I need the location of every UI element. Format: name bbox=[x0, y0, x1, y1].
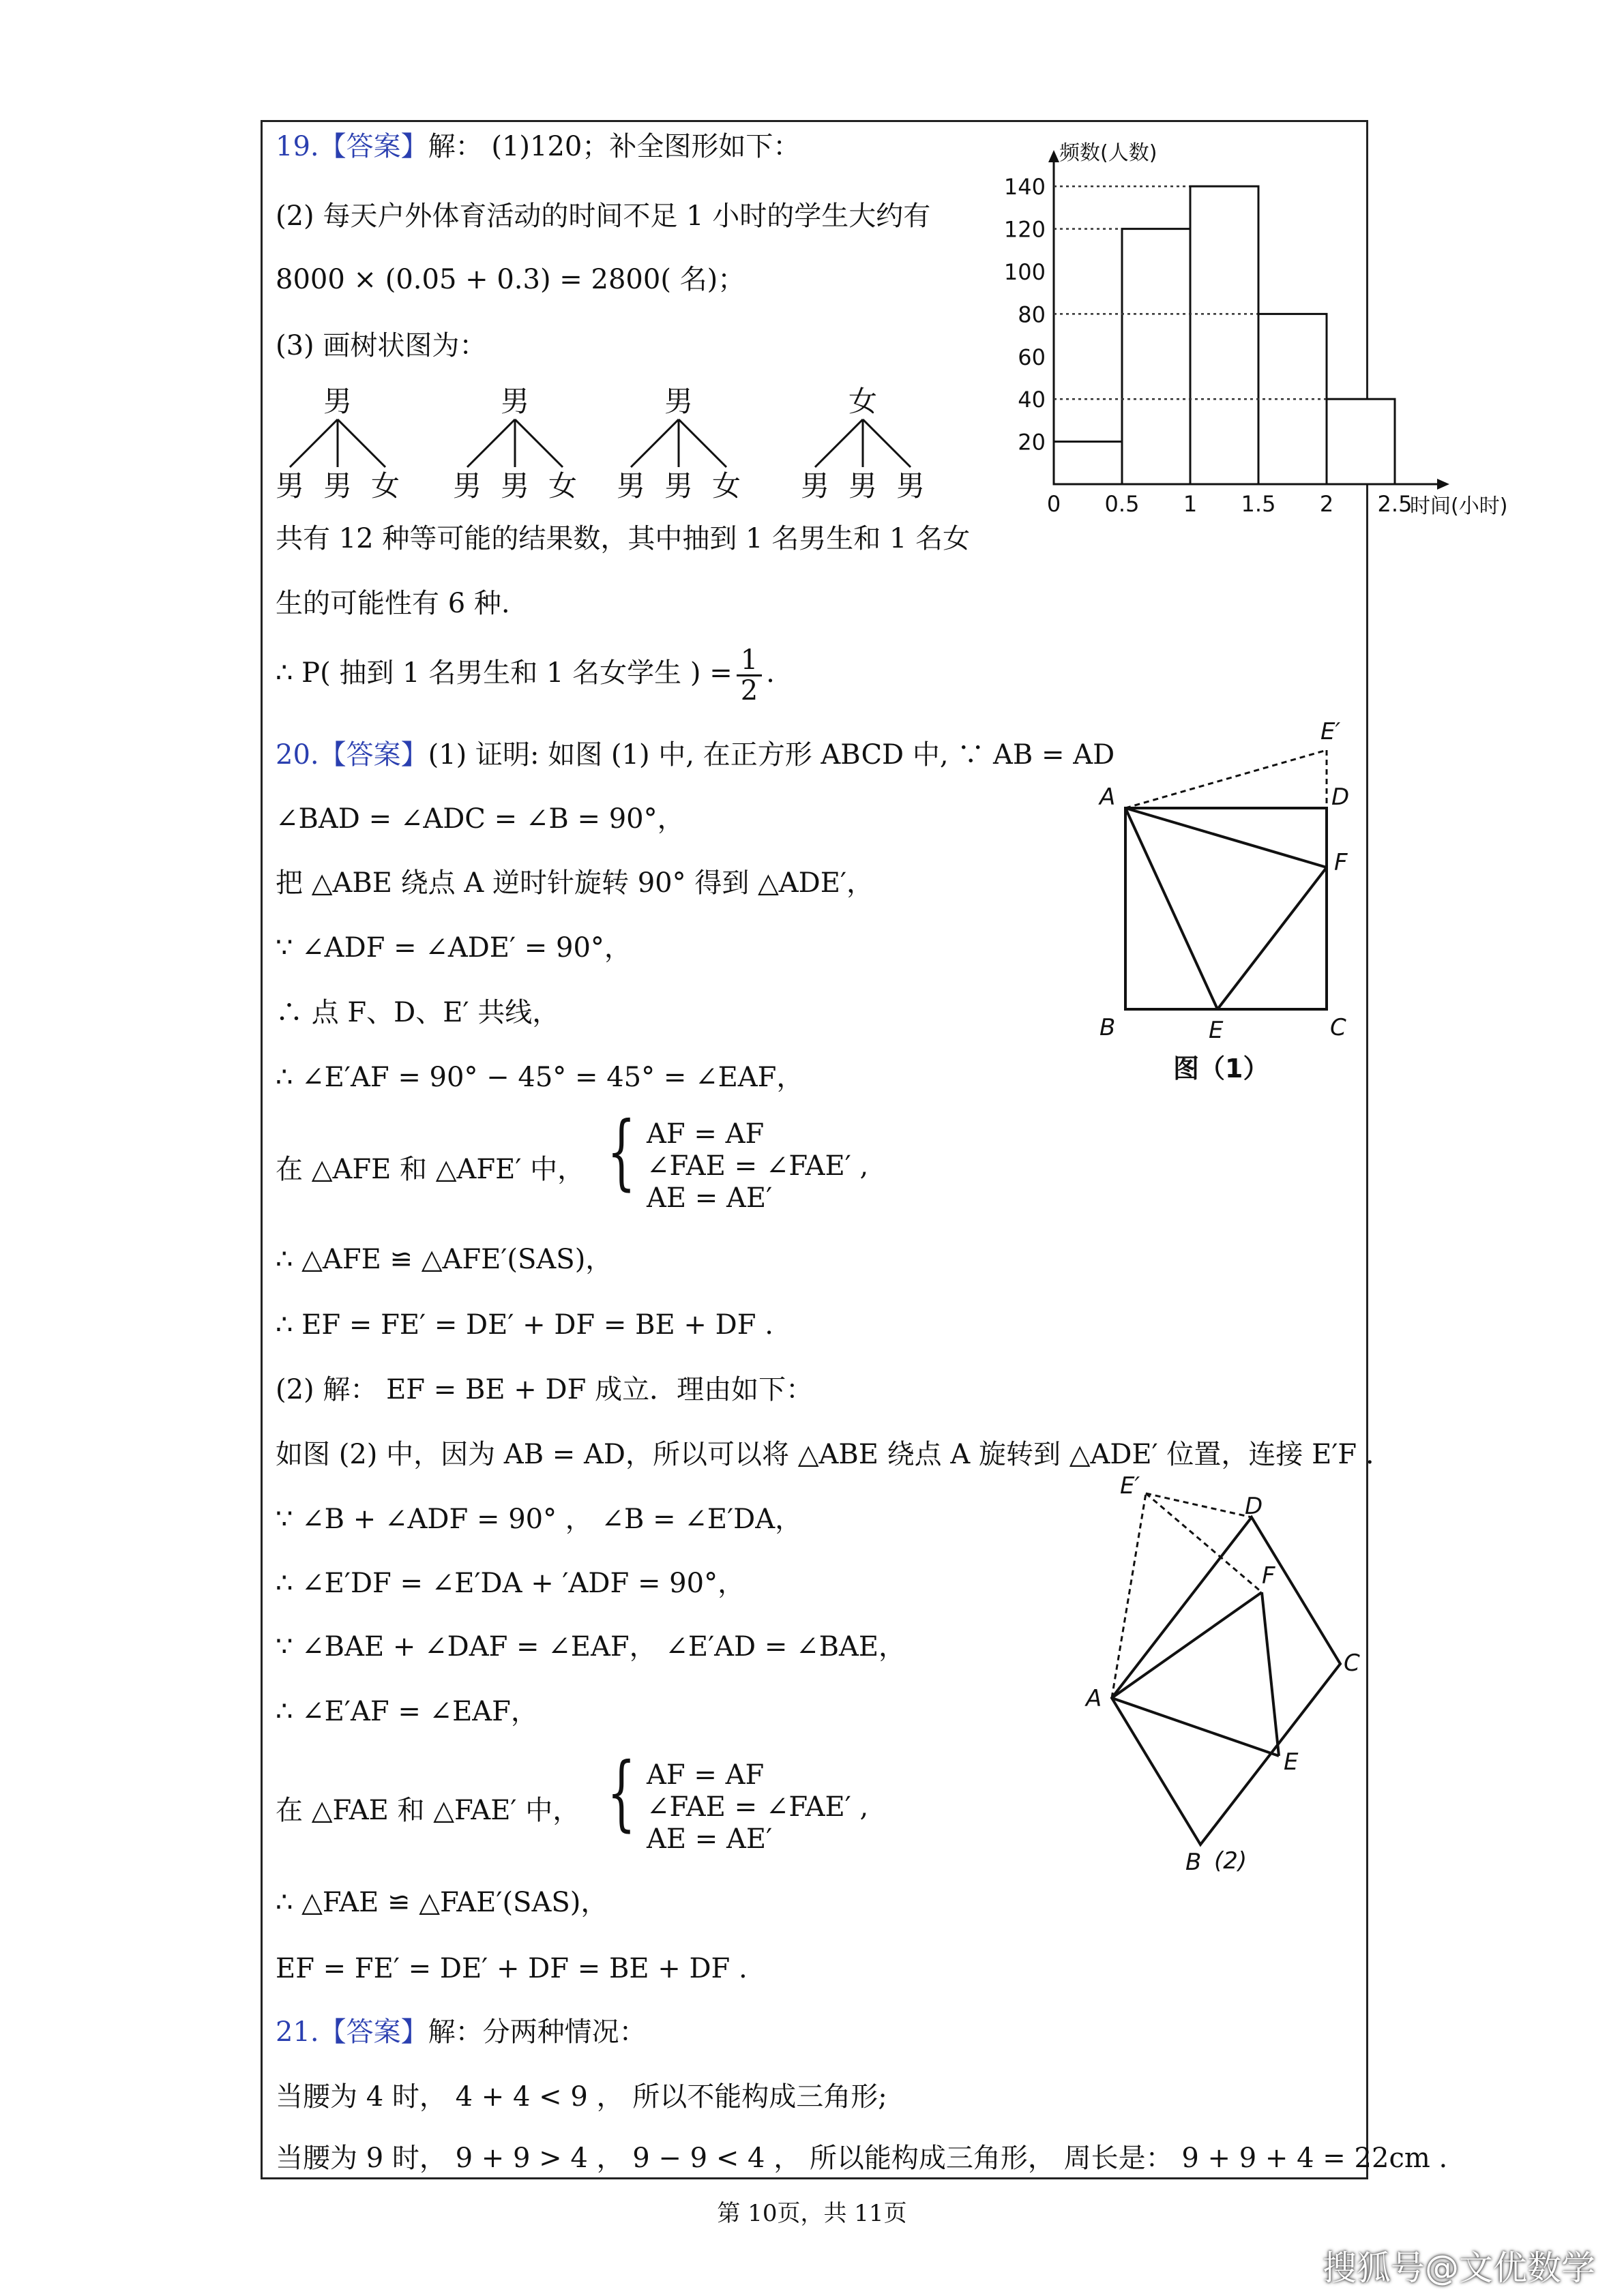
q21-line-2: 当腰为 4 时， 4 + 4 < 9 ， 所以不能构成三角形; bbox=[276, 2081, 887, 2113]
fig1-caption: 图（1） bbox=[1173, 1054, 1269, 1084]
fig2-label-E-prime: E′ bbox=[1120, 1472, 1140, 1500]
q20-line-4: ∵ ∠ADF = ∠ADE′ = 90°， bbox=[276, 932, 632, 964]
probability-period: . bbox=[766, 657, 775, 689]
fig2-line-AF bbox=[1112, 1592, 1262, 1698]
system1-eq-3: AE = AE′ bbox=[647, 1182, 773, 1214]
fig1-line-AF bbox=[1125, 808, 1327, 867]
y-axis-label: 频数(人数) bbox=[1059, 141, 1157, 165]
q21-line-3: 当腰为 9 时， 9 + 9 > 4 ， 9 − 9 < 4 ， 所以能构成三角形， 周长是： 9 + 9 + 4 = 22cm . bbox=[276, 2143, 1448, 2174]
q20-line-5: ∴ 点 F、D、E′ 共线， bbox=[276, 997, 560, 1028]
y-tick-label: 60 bbox=[1018, 344, 1046, 370]
y-tick-label: 80 bbox=[1018, 301, 1046, 328]
fig2-square bbox=[1112, 1517, 1340, 1845]
fig2-dashed-AE2 bbox=[1112, 1493, 1146, 1698]
system1-eq-1: AF = AF bbox=[647, 1118, 765, 1150]
figure-1 bbox=[1084, 709, 1371, 1105]
q19-line-2: (2) 每天户外体育活动的时间不足 1 小时的学生大约有 bbox=[276, 200, 931, 232]
fig2-label-D: D bbox=[1245, 1493, 1263, 1520]
fig2-dashed-E2D bbox=[1146, 1493, 1252, 1517]
q21-number: 21. bbox=[276, 2016, 319, 2048]
tree-leaf: 男 bbox=[664, 469, 694, 503]
fig2-label-A: A bbox=[1086, 1685, 1102, 1712]
fig2-label-C: C bbox=[1344, 1650, 1360, 1677]
x-tick-label: 0.5 bbox=[1104, 491, 1140, 517]
q20-line-15: ∴ △FAE ≌ △FAE′(SAS)， bbox=[276, 1887, 608, 1918]
fig2-label-F: F bbox=[1262, 1562, 1275, 1590]
y-tick-label: 120 bbox=[1003, 216, 1046, 243]
q20-number: 20. bbox=[276, 739, 319, 771]
tree-leaf: 男 bbox=[500, 469, 530, 503]
tree-leaf: 男 bbox=[896, 469, 926, 503]
tree-root: 女 bbox=[848, 385, 878, 418]
tree-leaf: 男 bbox=[616, 469, 646, 503]
tree-branch bbox=[679, 419, 726, 467]
fig1-line-EF bbox=[1217, 867, 1327, 1009]
q20-line-3: 把 △ABE 绕点 A 逆时针旋转 90° 得到 △ADE′， bbox=[276, 867, 874, 899]
q20-line-7: ∴ △AFE ≌ △AFE′(SAS)， bbox=[276, 1244, 613, 1275]
histogram-bar bbox=[1054, 442, 1122, 484]
system2-eq-2: ∠FAE = ∠FAE′ , bbox=[647, 1791, 869, 1823]
fig1-label-D: D bbox=[1331, 784, 1350, 811]
y-axis-arrow bbox=[1048, 150, 1059, 162]
q20-line-9: (2) 解： EF = BE + DF 成立．理由如下： bbox=[276, 1374, 814, 1405]
tree-root: 男 bbox=[664, 385, 694, 418]
q20-line-10: 如图 (2) 中，因为 AB = AD，所以可以将 △ABE 绕点 A 旋转到 △ADE′ 位置，连接 E′F . bbox=[276, 1439, 1374, 1470]
q19-line-7 bbox=[276, 644, 775, 705]
q20-line-13: ∵ ∠BAE + ∠DAF = ∠EAF， ∠E′AD = ∠BAE， bbox=[276, 1631, 906, 1663]
tree-leaf: 女 bbox=[711, 469, 741, 503]
tree-branch bbox=[290, 419, 338, 467]
tree-leaf: 男 bbox=[452, 469, 482, 503]
q19-line-1 bbox=[276, 130, 800, 164]
tree-diagram bbox=[269, 378, 951, 508]
y-tick-label: 100 bbox=[1003, 259, 1046, 285]
system2-eq-1: AF = AF bbox=[647, 1759, 765, 1791]
y-tick-label: 20 bbox=[1018, 429, 1046, 456]
probability-expression: ∴ P( 抽到 1 名男生和 1 名女学生 ) = bbox=[276, 657, 733, 689]
system2-eq-3: AE = AE′ bbox=[647, 1823, 773, 1855]
q20-line-2: ∠BAD = ∠ADC = ∠B = 90°， bbox=[276, 803, 685, 835]
tree-branch bbox=[338, 419, 385, 467]
x-tick-label: 0 bbox=[1046, 491, 1061, 517]
tree-4 bbox=[801, 385, 925, 503]
q19-line-6: 生的可能性有 6 种. bbox=[276, 588, 510, 619]
tree-leaf: 男 bbox=[848, 469, 878, 503]
page-footer: 第 10页，共 11页 bbox=[717, 2200, 907, 2227]
q20-line-16: EF = FE′ = DE′ + DF = BE + DF . bbox=[276, 1953, 748, 1984]
tree-leaf: 男 bbox=[323, 469, 353, 503]
q20-line-14: ∴ ∠E′AF = ∠EAF， bbox=[276, 1696, 538, 1727]
tree-root: 男 bbox=[500, 385, 530, 418]
q19-line-4: (3) 画树状图为： bbox=[276, 330, 487, 361]
tree-branch bbox=[815, 419, 863, 467]
q19-answer-tag: 【答案】 bbox=[319, 131, 428, 162]
q20-text-1: (1) 证明: 如图 (1) 中, 在正方形 ABCD 中, ∵ AB = AD bbox=[428, 739, 1115, 771]
probability-fraction bbox=[737, 646, 762, 705]
fig1-label-E: E bbox=[1209, 1017, 1224, 1044]
tree-1 bbox=[276, 385, 400, 503]
tree-leaf: 女 bbox=[370, 469, 400, 503]
x-tick-label: 1.5 bbox=[1241, 491, 1276, 517]
system2-brace: { bbox=[607, 1746, 636, 1840]
x-axis-label: 时间(小时) bbox=[1410, 494, 1508, 518]
fig1-label-B: B bbox=[1099, 1014, 1116, 1041]
fig1-label-C: C bbox=[1330, 1014, 1346, 1041]
system1-eq-2: ∠FAE = ∠FAE′ , bbox=[647, 1150, 869, 1182]
tree-branch bbox=[863, 419, 911, 467]
figure-2 bbox=[1071, 1466, 1371, 1875]
q20-line-6: ∴ ∠E′AF = 90° − 45° = 45° = ∠EAF， bbox=[276, 1062, 804, 1093]
tree-branch bbox=[467, 419, 515, 467]
fig2-label-E: E bbox=[1284, 1748, 1299, 1776]
histogram-bar bbox=[1190, 186, 1258, 484]
x-tick-label: 2.5 bbox=[1377, 491, 1413, 517]
y-tick-label: 140 bbox=[1003, 174, 1046, 200]
fig1-line-AE bbox=[1125, 808, 1217, 1009]
tree-branch bbox=[631, 419, 679, 467]
x-tick-label: 1 bbox=[1183, 491, 1198, 517]
fig2-label-B: B bbox=[1185, 1849, 1202, 1876]
tree-3 bbox=[617, 385, 741, 503]
q20-line-8: ∴ EF = FE′ = DE′ + DF = BE + DF . bbox=[276, 1309, 773, 1341]
q20-line-11: ∵ ∠B + ∠ADF = 90° ， ∠B = ∠E′DA， bbox=[276, 1504, 803, 1535]
tree-leaf: 男 bbox=[275, 469, 305, 503]
histogram-chart bbox=[982, 141, 1508, 532]
fraction-denominator: 2 bbox=[740, 674, 758, 706]
q20-answer-tag: 【答案】 bbox=[319, 739, 428, 771]
fig2-line-EF bbox=[1262, 1592, 1279, 1756]
q19-text-1: 解： (1)120；补全图形如下： bbox=[428, 131, 801, 162]
histogram-bar bbox=[1327, 399, 1395, 484]
fig1-dashed-AE2 bbox=[1125, 750, 1327, 808]
histogram-bar bbox=[1122, 229, 1190, 484]
system1-brace: { bbox=[607, 1105, 636, 1199]
q21-text-1: 解：分两种情况： bbox=[428, 2016, 647, 2048]
q19-number: 19. bbox=[276, 131, 319, 162]
x-axis-arrow bbox=[1437, 479, 1449, 490]
tree-2 bbox=[453, 385, 577, 503]
fig1-label-A: A bbox=[1099, 784, 1116, 811]
fig1-label-E-prime: E′ bbox=[1320, 718, 1341, 745]
fig2-caption: (2) bbox=[1214, 1847, 1247, 1875]
fig2-line-AE bbox=[1112, 1698, 1279, 1756]
q21-line-1 bbox=[276, 2015, 647, 2049]
q20-system2-prefix: 在 △FAE 和 △FAE′ 中， bbox=[276, 1795, 580, 1826]
tree-root: 男 bbox=[323, 385, 353, 418]
q20-line-12: ∴ ∠E′DF = ∠E′DA + ′ADF = 90°， bbox=[276, 1568, 745, 1599]
tree-branch bbox=[515, 419, 563, 467]
q19-line-3: 8000 × (0.05 + 0.3) = 2800( 名)； bbox=[276, 264, 745, 295]
q20-system1-prefix: 在 △AFE 和 △AFE′ 中， bbox=[276, 1154, 585, 1185]
q21-answer-tag: 【答案】 bbox=[319, 2016, 428, 2048]
y-tick-label: 40 bbox=[1018, 387, 1046, 413]
q19-line-5: 共有 12 种等可能的结果数，其中抽到 1 名男生和 1 名女 bbox=[276, 523, 971, 554]
q20-line-1 bbox=[276, 738, 1114, 772]
fraction-numerator: 1 bbox=[737, 646, 762, 676]
x-tick-label: 2 bbox=[1319, 491, 1334, 517]
watermark: 搜狐号@文优数学 bbox=[1323, 2248, 1595, 2288]
tree-leaf: 女 bbox=[548, 469, 578, 503]
tree-leaf: 男 bbox=[800, 469, 830, 503]
fig1-label-F: F bbox=[1334, 849, 1348, 876]
